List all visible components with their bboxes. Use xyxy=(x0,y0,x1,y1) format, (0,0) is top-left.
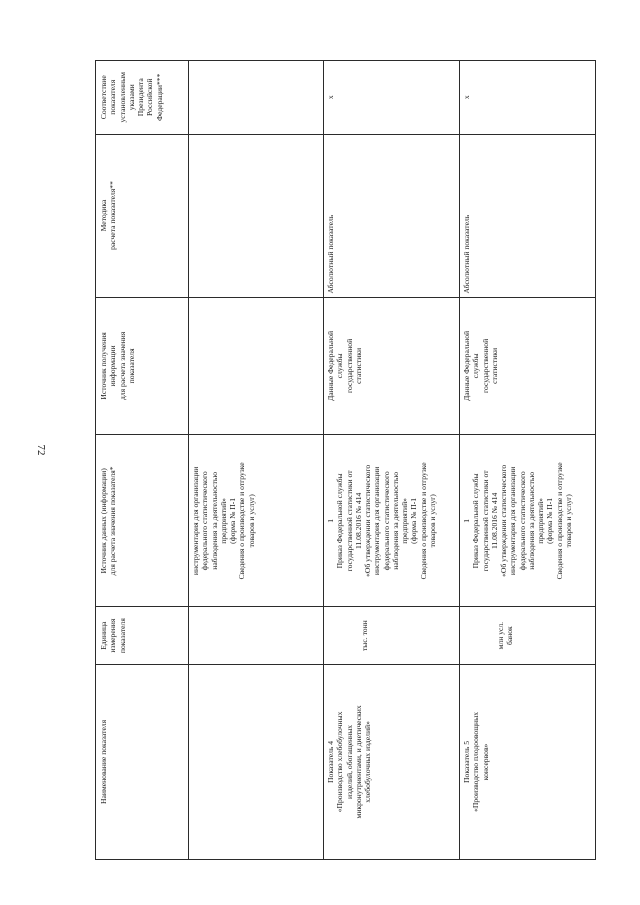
table-cell xyxy=(189,664,324,859)
indicator-5-name: Показатель 5 «Производство плодоовощных консервов» xyxy=(460,664,596,859)
indicators-table-wrapper xyxy=(95,60,595,860)
header-presidential-conformity: Соответствие показателя установленным указами Президента Российской Федерации*** xyxy=(96,61,189,135)
indicator-4-info-source: Данные Федеральной службы государственной статистики xyxy=(324,297,460,435)
indicator-5-unit: млн усл. банок xyxy=(460,607,596,664)
indicator-5-info-source: Данные Федеральной службы государственной статистики xyxy=(460,297,596,435)
indicator-5-calc-method: Абсолютный показатель xyxy=(460,134,596,297)
indicator-4-unit: тыс. тонн xyxy=(324,607,460,664)
page-number: 72 xyxy=(35,444,47,456)
indicator-4-source: 1 Приказ Федеральной службы государственной статистики от 11.08.2016 № 414 «Об утверждении статистического инструментария для организации федерального статистического наблюдения за деятельностью предприятий» (форма № П-1 Сведения о производстве и отгрузке товаров и услуг) xyxy=(324,435,460,607)
table-row-indicator-5 xyxy=(460,61,596,860)
indicator-5-conformity: x xyxy=(460,61,596,135)
indicators-table xyxy=(95,60,596,860)
table-row-continuation xyxy=(189,61,324,860)
header-info-source: Источник получения информации для расчета значения показателя xyxy=(96,297,189,435)
table-cell xyxy=(189,297,324,435)
indicator-4-calc-method: Абсолютный показатель xyxy=(324,134,460,297)
header-data-source: Источник данных (информации) для расчета значения показателя* xyxy=(96,435,189,607)
table-row-indicator-4 xyxy=(324,61,460,860)
table-header-row xyxy=(96,61,189,860)
indicator-4-conformity: x xyxy=(324,61,460,135)
indicator-4-name: Показатель 4 «Производство хлебобулочных изделий, обогащенных микронутриентами, и диетических хлебобулочных изделий» xyxy=(324,664,460,859)
table-cell xyxy=(189,607,324,664)
table-cell xyxy=(189,61,324,135)
indicator-5-source: 1 Приказ Федеральной службы государственной статистики от 11.08.2016 № 414 «Об утверждении статистического инструментария для организации федерального статистического наблюдения за деятельностью предприятий» (форма № П-1 Сведения о производстве и отгрузке товаров и услуг) xyxy=(460,435,596,607)
continuation-source-cell: инструментария для организации федерального статистического наблюдения за деятельностью предприятий» (форма № П-1 Сведения о производстве и отгрузке товаров и услуг) xyxy=(189,435,324,607)
header-unit: Единица измерения показателя xyxy=(96,607,189,664)
header-calc-method: Методика расчета показателя** xyxy=(96,134,189,297)
table-cell xyxy=(189,134,324,297)
header-indicator-name: Наименование показателя xyxy=(96,664,189,859)
